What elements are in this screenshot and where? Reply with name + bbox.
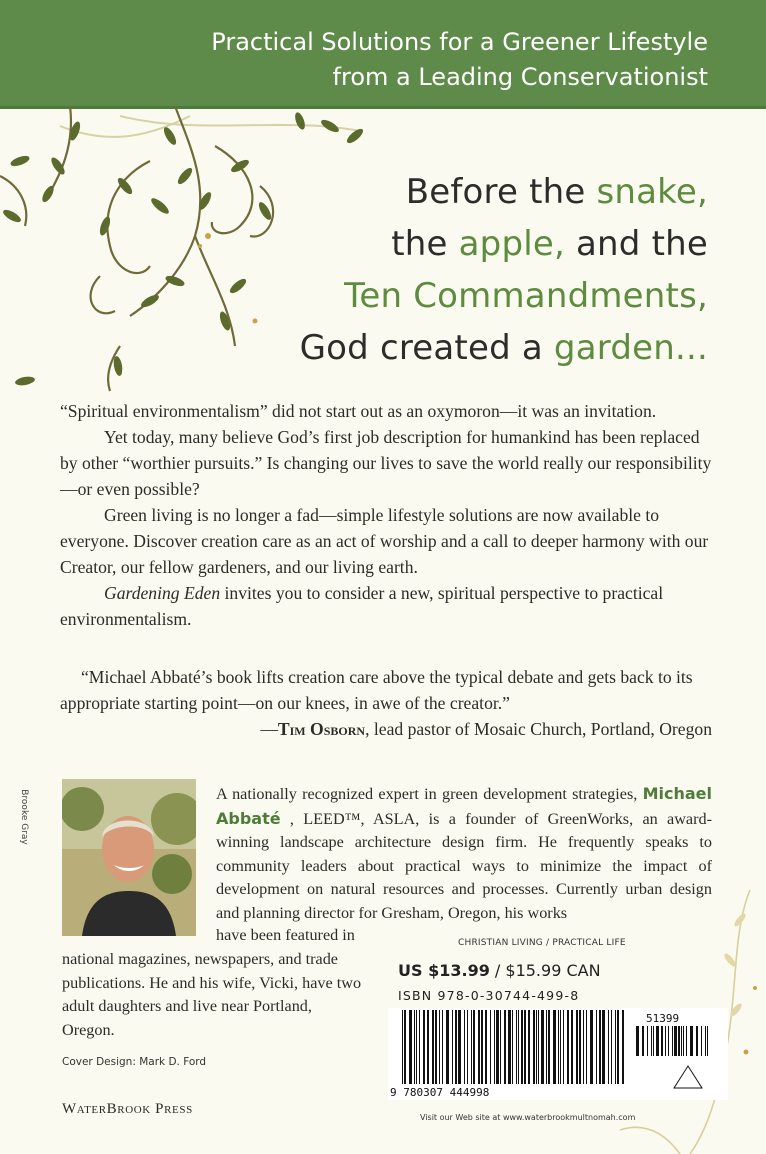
barcode-addon-bar xyxy=(678,1026,680,1056)
barcode-number: 9 780307 444998 xyxy=(390,1086,490,1099)
website: Visit our Web site at www.waterbrookmultnomah.com xyxy=(420,1113,636,1122)
book-description xyxy=(60,398,712,632)
endorsement-quote: “Michael Abbaté’s book lifts creation care above the typical debate and gets back to its appropriate starting point—on our knees, in awe of the creator.” xyxy=(60,667,693,713)
barcode-addon-bar xyxy=(690,1026,693,1056)
barcode-addon-bar xyxy=(661,1026,663,1056)
barcode-bar xyxy=(409,1010,412,1084)
barcode-bar xyxy=(602,1010,605,1084)
barcode-addon-bar xyxy=(651,1026,652,1056)
barcode-addon-number: 51399 xyxy=(646,1012,680,1025)
barcode-bar xyxy=(478,1010,480,1084)
barcode-addon-bar xyxy=(636,1026,639,1056)
barcode-bar xyxy=(524,1010,526,1084)
barcode-bar xyxy=(471,1010,472,1084)
barcode-bar xyxy=(546,1010,547,1084)
barcode-bar xyxy=(608,1010,609,1084)
photo-credit: Brooke Gray xyxy=(18,789,29,845)
barcode-bar xyxy=(446,1010,449,1084)
barcode-addon-bar xyxy=(653,1026,654,1056)
price: US $13.99 / $15.99 CAN xyxy=(398,961,601,980)
barcode-addon-bar xyxy=(665,1026,666,1056)
banner-line-1: Practical Solutions for a Greener Lifestyle xyxy=(211,28,708,56)
barcode-bar xyxy=(615,1010,616,1084)
barcode-bar xyxy=(485,1010,487,1084)
barcode-bar xyxy=(500,1010,501,1084)
barcode-bar xyxy=(414,1010,415,1084)
barcode-bar xyxy=(442,1010,443,1084)
barcode-bar xyxy=(590,1010,593,1084)
barcode-bar xyxy=(611,1010,612,1084)
barcode xyxy=(388,1008,728,1100)
barcode-bar xyxy=(599,1010,601,1084)
barcode-bar xyxy=(435,1010,437,1084)
barcode-bar xyxy=(494,1010,495,1084)
barcode-bar xyxy=(416,1010,417,1084)
barcode-bar xyxy=(467,1010,468,1084)
description-paragraph-2: Yet today, many believe God’s first job description for humankind has been replaced by other “worthier pursuits.” Is changing our lives to save the world really our responsibility—or even possible? xyxy=(60,427,712,499)
barcode-bar xyxy=(576,1010,578,1084)
barcode-bar xyxy=(423,1010,425,1084)
barcode-addon-bar xyxy=(701,1026,702,1056)
barcode-addon-bar xyxy=(672,1026,673,1056)
top-banner xyxy=(0,0,766,109)
barcode-bar xyxy=(464,1010,465,1084)
barcode-addon-bar xyxy=(647,1026,648,1056)
barcode-bar xyxy=(404,1010,406,1084)
barcode-bar xyxy=(548,1010,550,1084)
book-category: CHRISTIAN LIVING / PRACTICAL LIFE xyxy=(458,938,626,948)
barcode-bar xyxy=(536,1010,537,1084)
isbn: ISBN 978-0-30744-499-8 xyxy=(398,988,580,1003)
endorsement-attribution: —Tim Osborn, lead pastor of Mosaic Church, Portland, Oregon xyxy=(260,719,712,739)
barcode-bar xyxy=(596,1010,597,1084)
tagline-line-1: Before the snake, xyxy=(405,172,708,212)
barcode-addon-bar xyxy=(642,1026,644,1056)
description-paragraph-4: Gardening Eden invites you to consider a new, spiritual perspective to practical environmentalism. xyxy=(60,583,664,629)
barcode-bar xyxy=(473,1010,475,1084)
tagline-line-4: God created a garden... xyxy=(299,328,708,368)
barcode-bar xyxy=(563,1010,564,1084)
barcode-addon-bar xyxy=(707,1026,708,1056)
author-bio-continued: have been featured in xyxy=(216,926,355,944)
barcode-bar xyxy=(521,1010,523,1084)
barcode-bar xyxy=(455,1010,457,1084)
barcode-bar xyxy=(504,1010,506,1084)
endorsement xyxy=(60,664,712,742)
barcode-bar xyxy=(427,1010,429,1084)
barcode-bar xyxy=(490,1010,491,1084)
author-bio-end: national magazines, newspapers, and trade publications. He and his wife, Vicki, have two adult daughters and live near Portland, Oregon. xyxy=(62,950,362,1039)
barcode-bar xyxy=(586,1010,587,1084)
barcode-bar xyxy=(432,1010,434,1084)
barcode-bar xyxy=(402,1010,403,1084)
barcode-bar xyxy=(538,1010,539,1084)
barcode-bar xyxy=(617,1010,619,1084)
publisher-name: WaterBrook Press xyxy=(62,1101,193,1117)
barcode-bar xyxy=(419,1010,420,1084)
barcode-bar xyxy=(567,1010,569,1084)
description-paragraph-1: “Spiritual environmentalism” did not start out as an oxymoron—it was an invitation. xyxy=(60,401,657,421)
barcode-bar xyxy=(579,1010,581,1084)
barcode-bar xyxy=(452,1010,453,1084)
tagline-line-2: the apple, and the xyxy=(391,224,708,264)
barcode-addon-bar xyxy=(668,1026,669,1056)
barcode-addon-bar xyxy=(696,1026,698,1056)
triangle-icon xyxy=(674,1066,702,1088)
barcode-addon-bar xyxy=(674,1026,677,1056)
barcode-bar xyxy=(622,1010,624,1084)
barcode-bar xyxy=(508,1010,511,1084)
barcode-bar xyxy=(541,1010,544,1084)
barcode-bar xyxy=(528,1010,530,1084)
barcode-addon-bar xyxy=(656,1026,659,1056)
barcode-bar xyxy=(512,1010,513,1084)
barcode-addon-bar xyxy=(686,1026,687,1056)
tagline-line-3: Ten Commandments, xyxy=(344,276,708,316)
barcode-bar xyxy=(439,1010,440,1084)
barcode-bar xyxy=(481,1010,483,1084)
barcode-addon-bar xyxy=(705,1026,706,1056)
barcode-bar xyxy=(558,1010,559,1084)
barcode-bar xyxy=(571,1010,573,1084)
barcode-bar xyxy=(553,1010,556,1084)
barcode-addon-bar xyxy=(681,1026,682,1056)
author-bio: A nationally recognized expert in green development strategies, Michael Abbaté , LEED™, ASLA, is a founder of GreenWorks, an award-winning landscape architecture design firm. He frequently speaks to community leaders about practical ways to minimize the impact of development on natural resources and processes. Currently urban design and planning director for Gresham, Oregon, his works xyxy=(216,784,712,922)
description-paragraph-3: Green living is no longer a fad—simple lifestyle solutions are now available to everyone. Discover creation care as an act of worship and a call to deeper harmony with our Creator, our fellow gardeners, and our living earth. xyxy=(60,505,709,577)
cover-design-credit: Cover Design: Mark D. Ford xyxy=(62,1056,207,1068)
author-photo xyxy=(62,779,196,936)
barcode-bar xyxy=(516,1010,517,1084)
banner-line-2: from a Leading Conservationist xyxy=(332,63,708,91)
barcode-bar xyxy=(583,1010,584,1084)
barcode-bar xyxy=(518,1010,519,1084)
barcode-bar xyxy=(496,1010,499,1084)
barcode-bar xyxy=(533,1010,535,1084)
barcode-bar xyxy=(458,1010,461,1084)
author-name: Michael Abbaté xyxy=(216,784,712,828)
barcode-bar xyxy=(560,1010,561,1084)
barcode-addon-bar xyxy=(683,1026,684,1056)
